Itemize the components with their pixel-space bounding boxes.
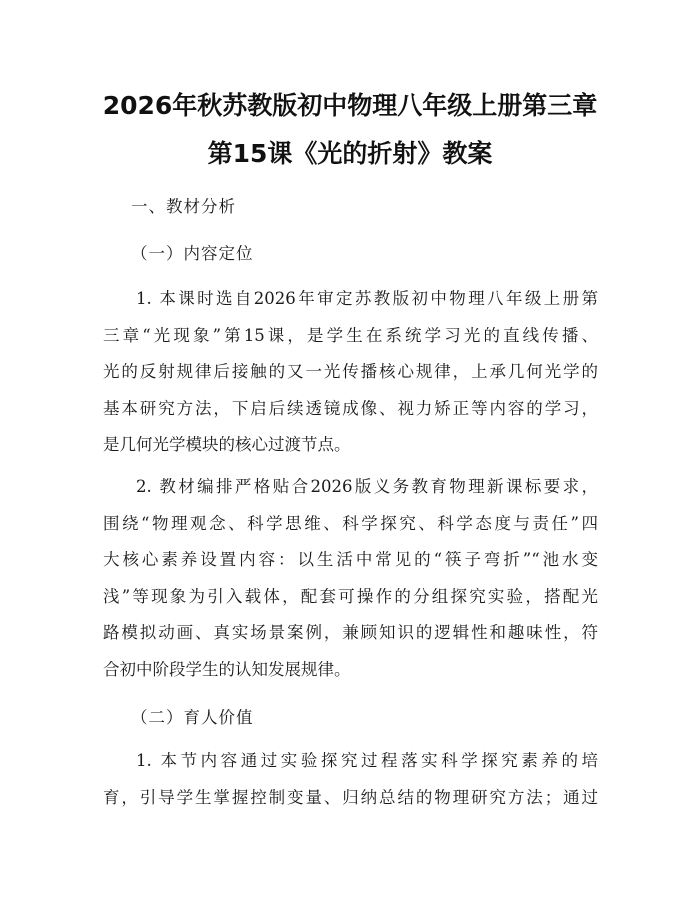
paragraph-line: 光的反射规律后接触的又一光传播核心规律，上承几何光学的	[103, 362, 598, 381]
subsection-heading-educational-value: （二）育人价值	[131, 708, 254, 727]
paragraph-line: 合初中阶段学生的认知发展规律。	[103, 659, 351, 679]
document-title-line-2: 第15课《光的折射》教案	[207, 139, 493, 168]
paragraph-line: 1. 本课时选自2026年审定苏教版初中物理八年级上册第	[136, 289, 598, 308]
paragraph-line: 2. 教材编排严格贴合2026版义务教育物理新课标要求，	[136, 477, 598, 496]
paragraph-line: 路模拟动画、真实场景案例，兼顾知识的逻辑性和趣味性，符	[103, 623, 598, 642]
paragraph-line: 育，引导学生掌握控制变量、归纳总结的物理研究方法；通过	[103, 787, 598, 807]
document-title-line-1: 2026年秋苏教版初中物理八年级上册第三章	[102, 91, 598, 120]
paragraph-educational-value-1	[103, 743, 598, 816]
paragraph-line: 围绕“物理观念、科学思维、科学探究、科学态度与责任”四	[103, 513, 598, 533]
paragraph-content-positioning-1	[103, 281, 598, 464]
paragraph-line: 基本研究方法，下启后续透镜成像、视力矫正等内容的学习，	[103, 398, 598, 418]
subsection-heading-content-positioning: （一）内容定位	[131, 244, 254, 263]
paragraph-line: 浅”等现象为引入载体，配套可操作的分组探究实验，搭配光	[103, 586, 598, 606]
paragraph-line: 是几何光学模块的核心过渡节点。	[103, 435, 351, 454]
paragraph-line: 1. 本节内容通过实验探究过程落实科学探究素养的培	[136, 751, 598, 770]
paragraph-line: 三章“光现象”第15课，是学生在系统学习光的直线传播、	[103, 325, 598, 345]
section-heading-textbook-analysis: 一、教材分析	[131, 197, 236, 216]
paragraph-line: 大核心素养设置内容：以生活中常见的“筷子弯折”“池水变	[103, 550, 598, 569]
paragraph-content-positioning-2	[103, 469, 598, 688]
